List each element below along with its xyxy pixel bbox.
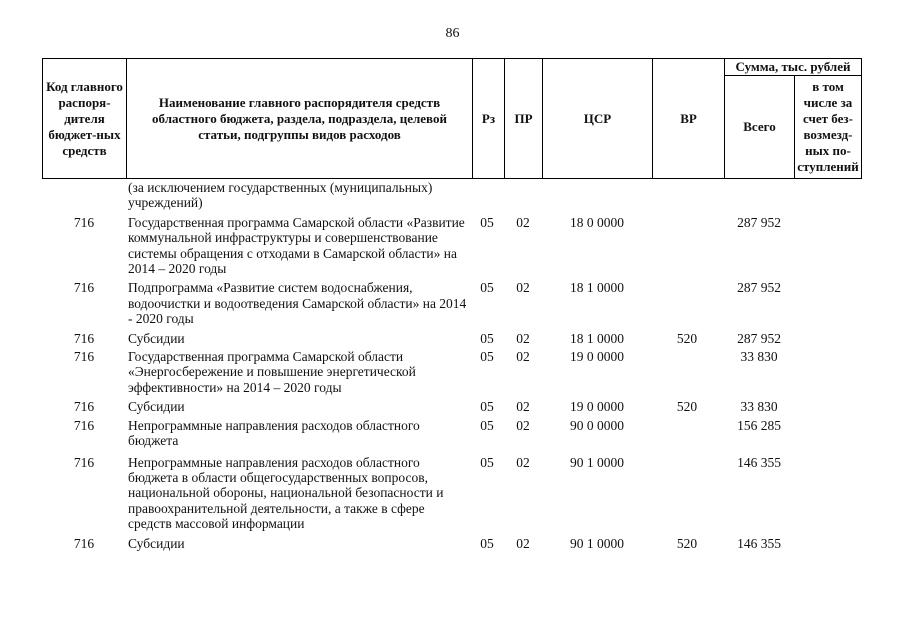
cell-pr: 02 — [516, 535, 530, 551]
cell-total: 287 952 — [737, 330, 781, 346]
header-rz: Рз — [473, 59, 505, 178]
table-row — [42, 536, 862, 551]
cell-pr: 02 — [516, 349, 530, 365]
table-row — [42, 180, 862, 211]
cell-rz: 05 — [480, 349, 494, 365]
cell-code: 716 — [73, 214, 95, 230]
cell-name: Государственная программа Самарской области «Энергосбережение и повышение энергетической эффективности» на 2014 – 2020 годы — [128, 349, 416, 395]
cell-csr: 18 1 0000 — [570, 330, 624, 346]
cell-name: Непрограммные направления расходов областного бюджета в области общегосударственных вопросов, национальной обороны, национальной безопасности и правоохранительной деятельности, а также в сфере средств массовой информации — [128, 454, 444, 532]
cell-code: 716 — [73, 349, 95, 365]
cell-csr: 90 1 0000 — [570, 454, 624, 470]
header-code: Код главного распоря-дителя бюджет-ных средств — [43, 59, 127, 178]
cell-code: 716 — [73, 280, 95, 296]
cell-total: 33 830 — [740, 399, 778, 415]
table-body — [42, 180, 862, 551]
cell-code: 716 — [73, 399, 95, 415]
cell-pr: 02 — [516, 280, 530, 296]
cell-pr: 02 — [516, 214, 530, 230]
cell-total: 287 952 — [737, 280, 781, 296]
cell-name: Субсидии — [128, 330, 185, 346]
header-incl: в том числе за счет без-возмезд-ных по-ступлений — [797, 79, 859, 174]
table-header — [42, 58, 862, 179]
header-sum: Сумма, тыс. рублей — [725, 59, 861, 76]
header-total: Всего — [725, 76, 795, 178]
cell-vr: 520 — [676, 535, 698, 551]
cell-name: Подпрограмма «Развитие систем водоснабжения, водоочистки и водоотведения Самарской области» на 2014 - 2020 годы — [128, 280, 467, 327]
table-row — [42, 399, 862, 414]
cell-rz: 05 — [480, 417, 494, 433]
header-vr: ВР — [653, 59, 725, 178]
cell-pr: 02 — [516, 330, 530, 346]
cell-name: Государственная программа Самарской области «Развитие коммунальной инфраструктуры и совершенствование системы обращения с отходами в Самарской области» на 2014 – 2020 годы — [128, 214, 465, 277]
cell-csr: 18 0 0000 — [570, 214, 624, 230]
cell-rz: 05 — [480, 399, 494, 415]
table-row — [42, 215, 862, 277]
cell-rz: 05 — [480, 454, 494, 470]
page-number: 86 — [445, 26, 460, 41]
cell-csr: 19 0 0000 — [570, 349, 624, 365]
cell-code: 716 — [73, 535, 95, 551]
cell-rz: 05 — [480, 214, 494, 230]
table-row — [42, 349, 862, 395]
cell-rz: 05 — [480, 280, 494, 296]
header-pr: ПР — [505, 59, 543, 178]
cell-csr: 90 0 0000 — [570, 417, 624, 433]
cell-pr: 02 — [516, 417, 530, 433]
cell-pr: 02 — [516, 454, 530, 470]
cell-code: 716 — [73, 454, 95, 470]
table-row — [42, 331, 862, 346]
cell-name: Субсидии — [128, 535, 185, 551]
cell-rz: 05 — [480, 330, 494, 346]
table-row — [42, 455, 862, 532]
cell-total: 33 830 — [740, 349, 778, 365]
cell-total: 156 285 — [737, 417, 781, 433]
cell-total: 146 355 — [737, 535, 781, 551]
cell-name: Непрограммные направления расходов областного бюджета — [128, 417, 420, 449]
cell-csr: 18 1 0000 — [570, 280, 624, 296]
cell-name: Субсидии — [128, 399, 185, 415]
cell-total: 287 952 — [737, 214, 781, 230]
cell-code: 716 — [73, 417, 95, 433]
cell-rz: 05 — [480, 535, 494, 551]
table-row — [42, 280, 862, 326]
header-name: Наименование главного распорядителя средств областного бюджета, раздела, подраздела, целевой статьи, подгруппы видов расходов — [127, 59, 473, 178]
cell-vr: 520 — [676, 399, 698, 415]
cell-csr: 90 1 0000 — [570, 535, 624, 551]
cell-vr: 520 — [676, 330, 698, 346]
table-row — [42, 418, 862, 449]
cell-pr: 02 — [516, 399, 530, 415]
cell-name: (за исключением государственных (муниципальных) учреждений) — [128, 180, 433, 211]
cell-total: 146 355 — [737, 454, 781, 470]
cell-csr: 19 0 0000 — [570, 399, 624, 415]
header-csr: ЦСР — [543, 59, 653, 178]
cell-code: 716 — [73, 330, 95, 346]
